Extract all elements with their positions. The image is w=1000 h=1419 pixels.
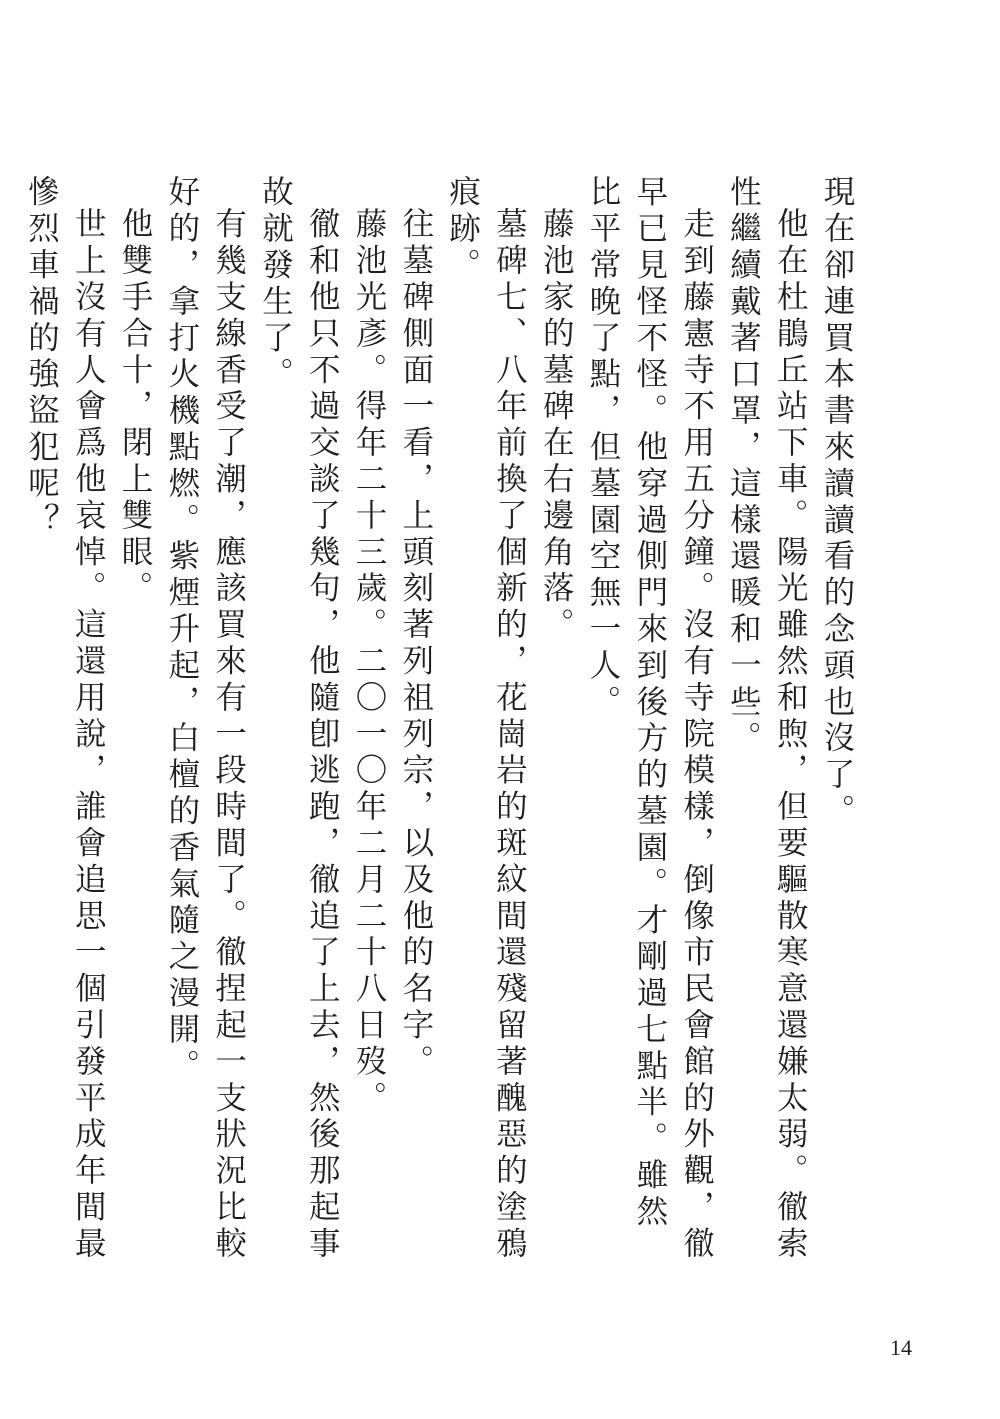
paragraph: 走到藤憲寺不用五分鐘。沒有寺院模樣，倒像市民會館的外觀，徹早已見怪不怪。他穿過側門來到後方的墓園。才剛過七點半。雖然比平常晚了點，但墓園空無一人。 — [585, 175, 715, 1263]
paragraph: 現在卻連買本書來讀讀看的念頭也沒了。 — [819, 175, 855, 831]
page-number: 14 — [890, 1335, 912, 1360]
paragraph: 他雙手合十，閉上雙眼。 — [117, 206, 154, 607]
paragraph: 他在杜鵑丘站下車。陽光雖然和煦，但要驅散寒意還嫌太弱。徹索性繼續戴著口罩，這樣還暖和一些。 — [725, 175, 809, 1263]
paragraph: 藤池家的墓碑在右邊角落。 — [538, 206, 575, 644]
paragraph: 徹和他只不過交談了幾句，他隨卽逃跑，徹追了上去，然後那起事故就發生了。 — [257, 175, 341, 1263]
paragraph: 藤池光彥。得年二十三歲。二〇一〇年二月二十八日歿。 — [351, 206, 388, 1117]
paragraph: 世上沒有人會爲他哀悼。這還用說，誰會追思一個引發平成年間最慘烈車禍的強盜犯呢？ — [23, 175, 107, 1263]
paragraph: 有幾支線香受了潮，應該買來有一段時間了。徹捏起一支狀況比較好的，拿打火機點燃。紫煙升起，白檀的香氣隨之漫開。 — [163, 175, 247, 1263]
paragraph: 墓碑七、八年前換了個新的，花崗岩的斑紋間還殘留著醜惡的塗鴉痕跡。 — [444, 175, 528, 1263]
body-text — [18, 175, 860, 1265]
paragraph: 往墓碑側面一看，上頭刻著列祖列宗，以及他的名字。 — [397, 206, 434, 1081]
